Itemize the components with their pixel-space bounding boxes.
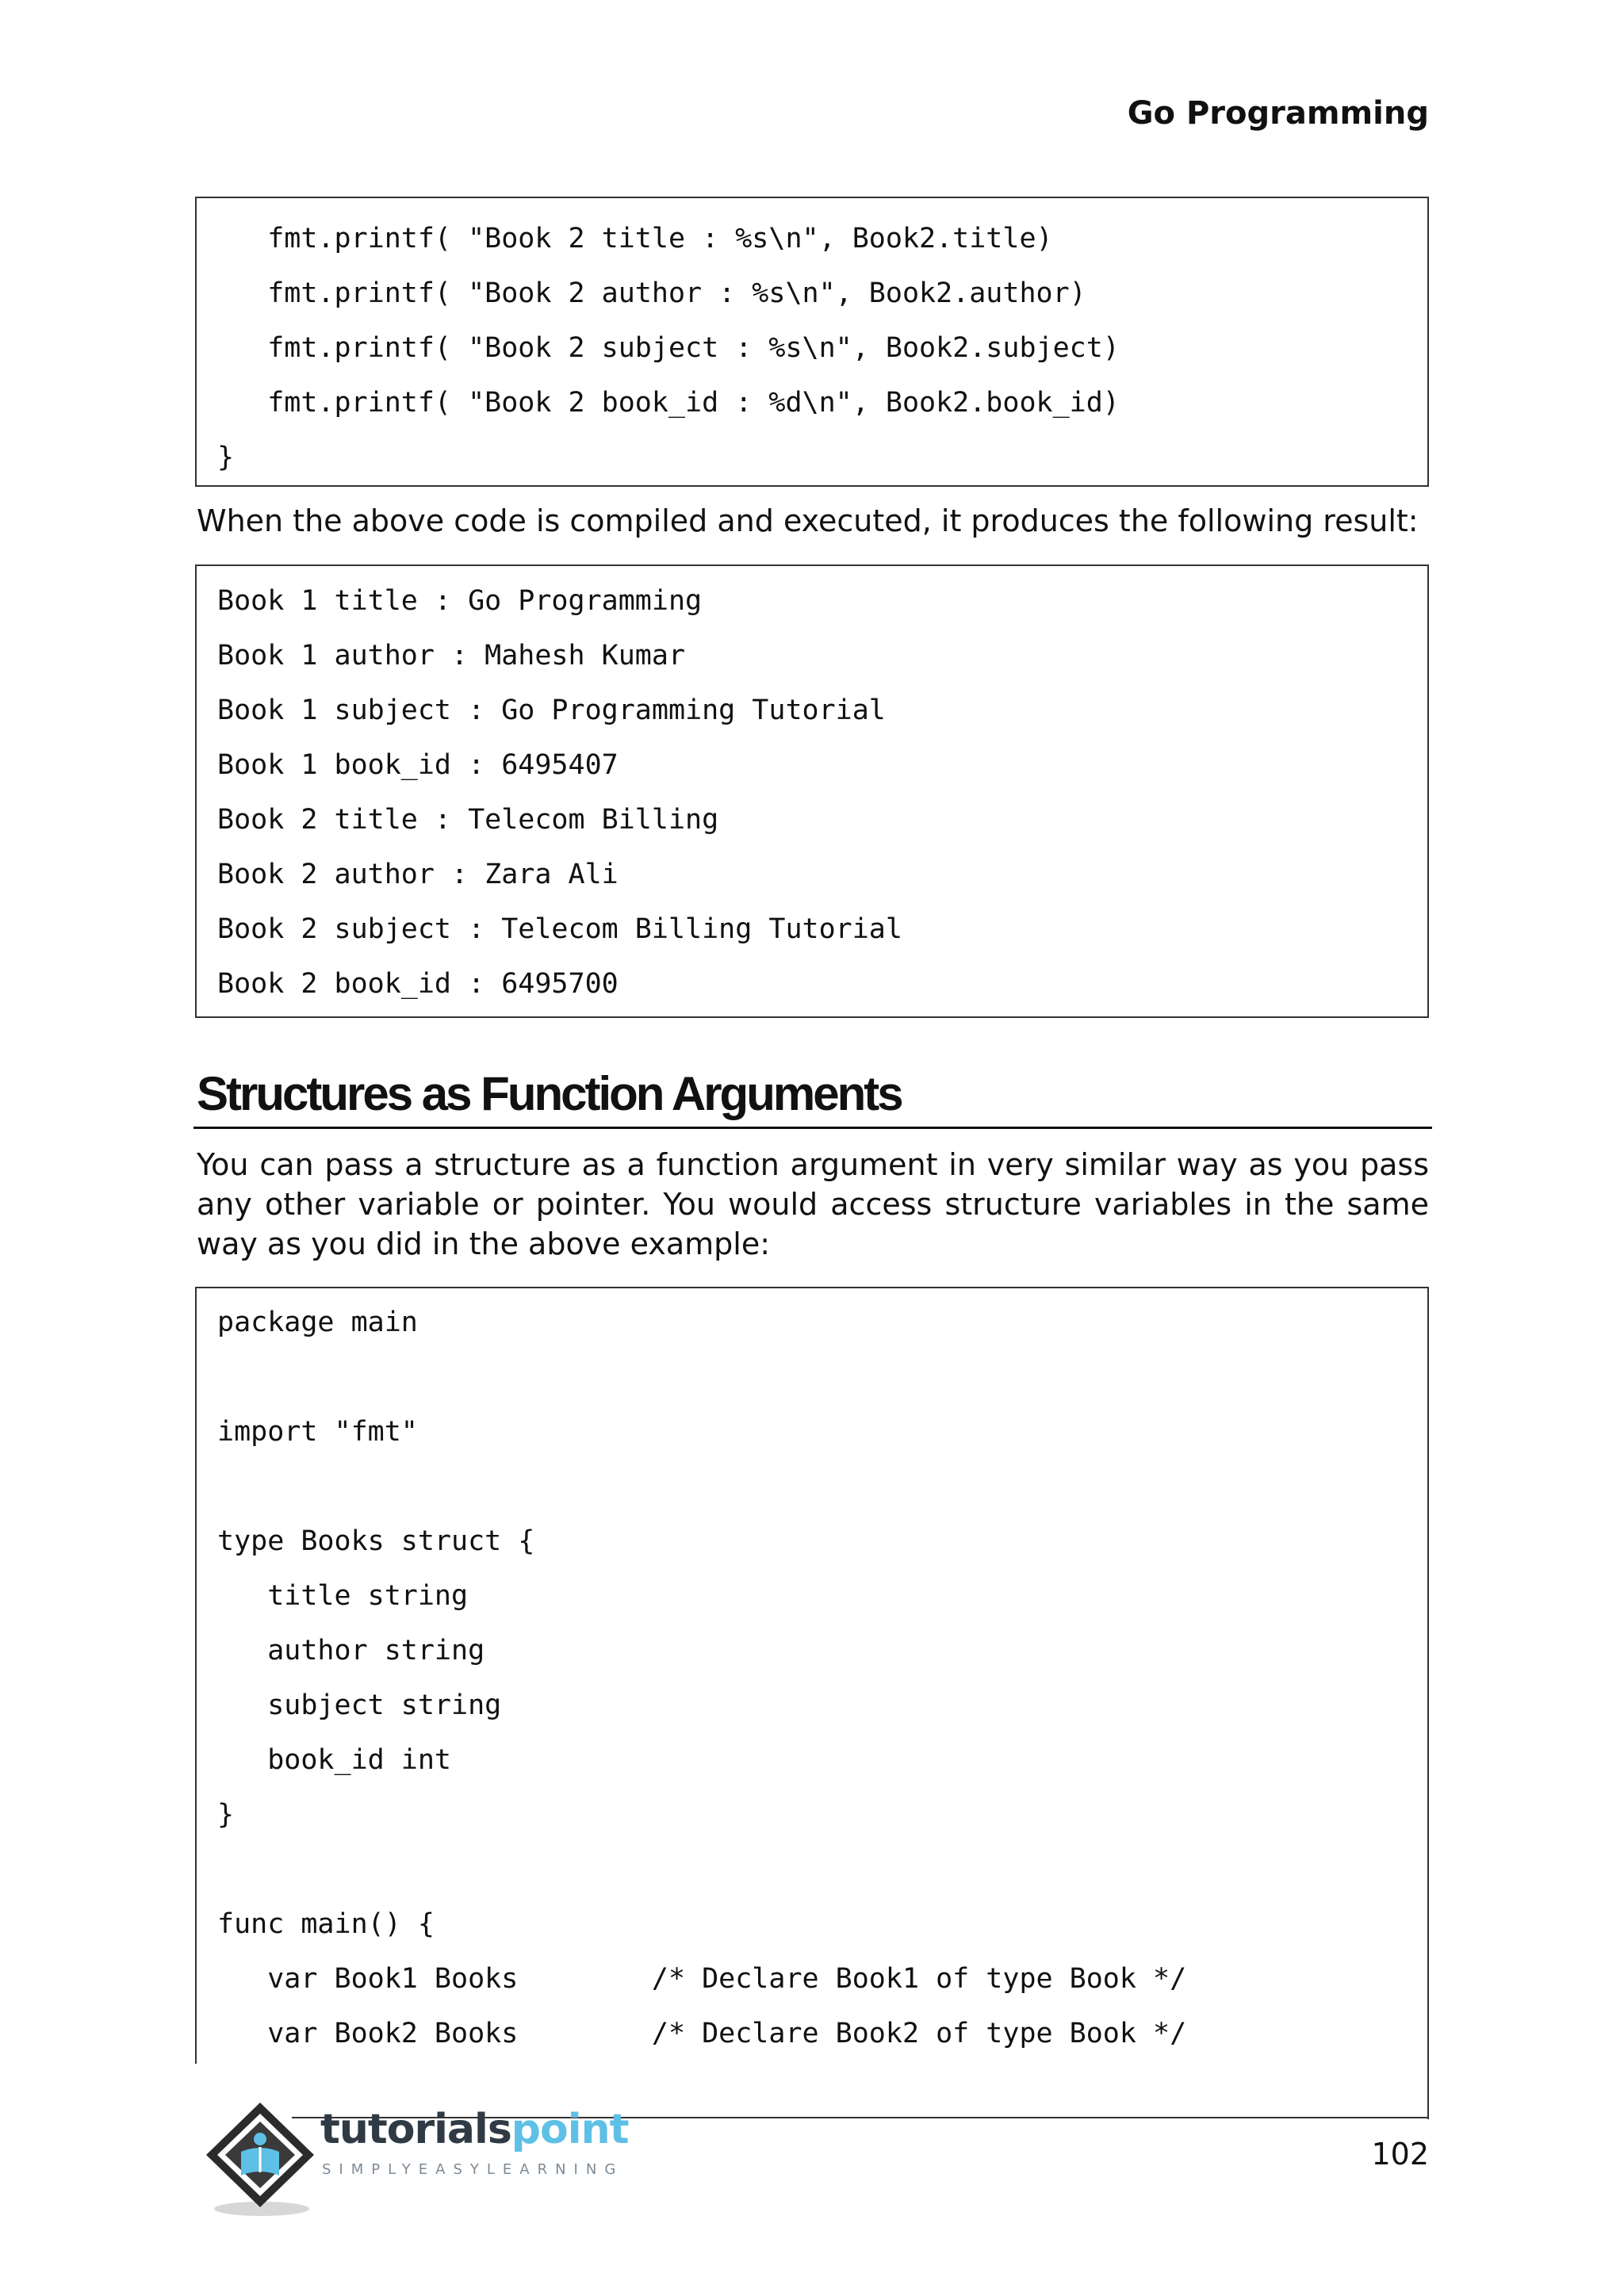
code-line	[217, 1460, 1427, 1514]
code-block-continued	[195, 197, 1429, 487]
output-line: Book 1 subject : Go Programming Tutorial	[217, 695, 886, 726]
code-line: fmt.printf( "Book 2 subject : %s\n", Book2.subject)	[217, 332, 1120, 364]
code-line: }	[217, 1799, 235, 1831]
code-line	[217, 1843, 1427, 1897]
output-line: Book 2 title : Telecom Billing	[217, 804, 719, 836]
tutorialspoint-logo	[195, 2099, 639, 2218]
program-output-block	[195, 564, 1429, 1018]
output-line: Book 1 title : Go Programming	[217, 585, 703, 617]
code-line: import "fmt"	[217, 1416, 418, 1448]
code-line: var Book2 Books /* Declare Book2 of type Book */	[217, 2018, 1187, 2049]
code-line: fmt.printf( "Book 2 author : %s\n", Book2.author)	[217, 277, 1086, 309]
code-line: package main	[217, 1307, 418, 1338]
code-line: fmt.printf( "Book 2 title : %s\n", Book2.title)	[217, 223, 1053, 254]
code-line: title string	[217, 1580, 469, 1612]
output-line: Book 2 author : Zara Ali	[217, 859, 619, 890]
code-line: author string	[217, 1635, 485, 1667]
code-line: subject string	[217, 1689, 502, 1721]
code-line: func main() {	[217, 1908, 435, 1940]
code-line: }	[217, 442, 235, 473]
code-block-example	[195, 1287, 1429, 2119]
output-line: Book 2 book_id : 6495700	[217, 968, 619, 1000]
page-number: 102	[1371, 2137, 1429, 2172]
tutorialspoint-diamond-icon	[195, 2099, 322, 2218]
code-line: type Books struct {	[217, 1525, 535, 1557]
code-line: var Book1 Books /* Declare Book1 of type Book */	[217, 1963, 1187, 1995]
page-header-title: Go Programming	[1127, 95, 1429, 132]
section-heading-rule	[193, 1127, 1432, 1129]
logo-wordmark	[320, 2106, 628, 2153]
code-line: fmt.printf( "Book 2 book_id : %d\n", Book2.book_id)	[217, 387, 1120, 419]
result-intro-paragraph: When the above code is compiled and executed, it produces the following result:	[197, 503, 1419, 538]
output-line: Book 2 subject : Telecom Billing Tutorial	[217, 913, 902, 945]
logo-wordmark-accent: point	[511, 2106, 629, 2153]
output-line: Book 1 author : Mahesh Kumar	[217, 640, 686, 672]
code-line: book_id int	[217, 1744, 452, 1776]
section-intro-paragraph: You can pass a structure as a function argument in very similar way as you pass any other variable or pointer. You would access structure variables in the same way as you did in the above example:	[197, 1147, 1429, 1261]
output-line: Book 1 book_id : 6495407	[217, 749, 619, 781]
logo-wordmark-primary: tutorials	[320, 2106, 511, 2153]
section-heading: Structures as Function Arguments	[197, 1067, 902, 1120]
logo-tagline: SIMPLYEASYLEARNING	[322, 2161, 624, 2178]
code-line	[217, 1350, 1427, 1405]
